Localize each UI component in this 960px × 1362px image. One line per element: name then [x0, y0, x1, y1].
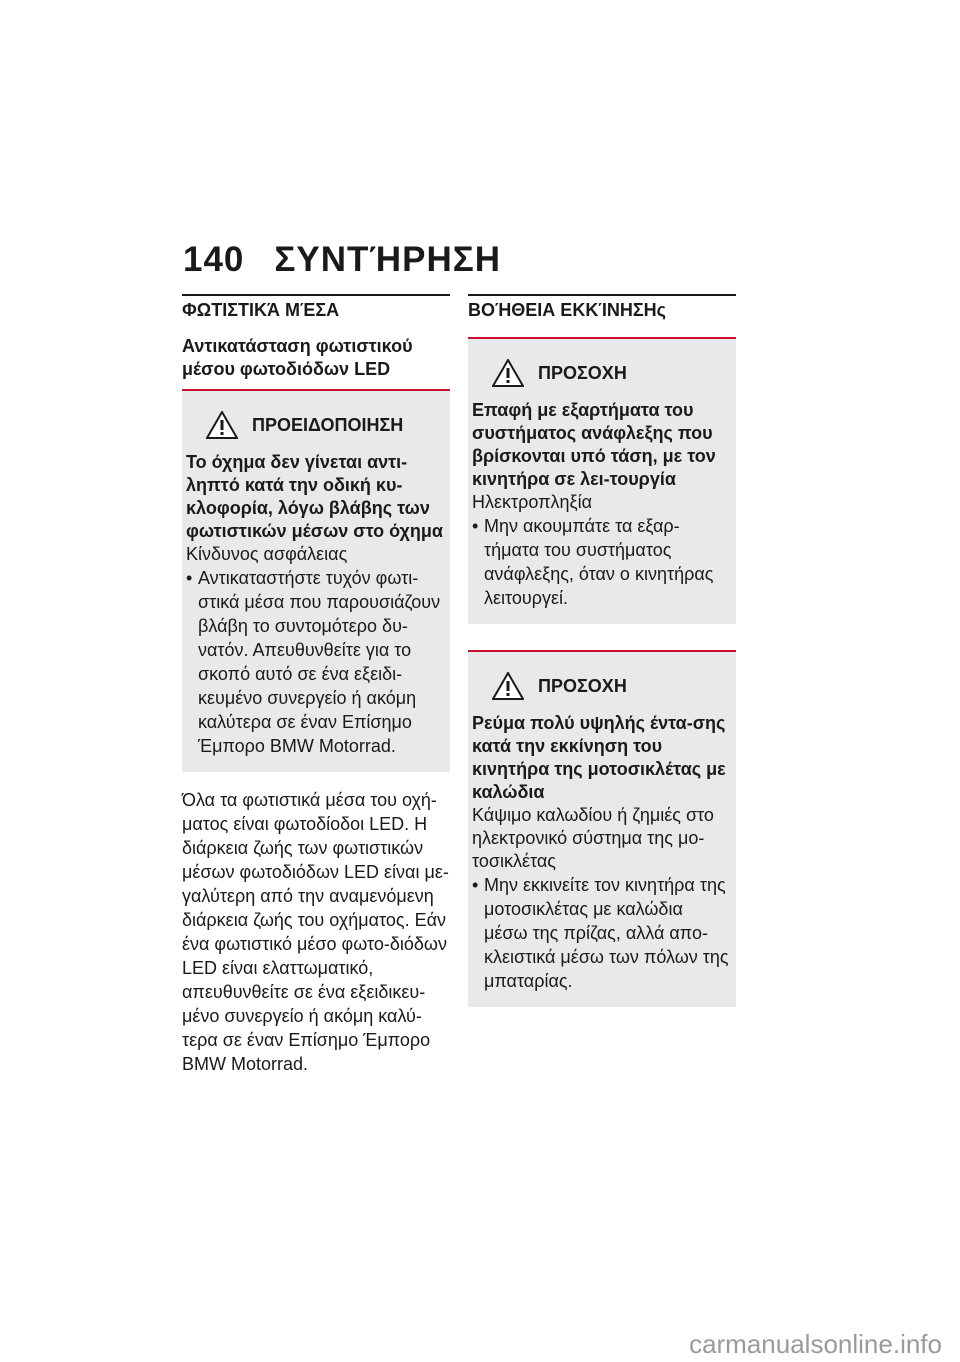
caution-bullet-text-1: Μην ακουμπάτε τα εξαρ-τήματα του συστήματος ανάφλεξης, όταν ο κινητήρας λειτουργεί. [484, 516, 714, 608]
warning-box [182, 391, 450, 772]
warning-bullet-text: Αντικαταστήστε τυχόν φωτι-στικά μέσα που παρουσιάζουν βλάβη το συντομότερο δυ-νατόν. Απευθυνθείτε για το σκοπό αυτό σε ένα εξειδι-κευμένο συνεργείο ή ακόμη καλύτερα σε έναν Επίσημο Έμπορο BMW Motorrad. [198, 568, 441, 756]
warning-bullet [186, 566, 444, 758]
warning-consequence: Κίνδυνος ασφάλειας [186, 544, 348, 564]
bullet-dot-icon: • [472, 516, 479, 536]
left-column [182, 294, 450, 1076]
bullet-dot-icon: • [472, 875, 479, 895]
caution-bullet-2 [472, 873, 730, 993]
caution-header-1 [492, 359, 730, 387]
caution-bullet-text-2: Μην εκκινείτε τον κινητήρα της μοτοσικλέτας με καλώδια μέσω της πρίζας, αλλά απο-κλειστικά μέσω των πόλων της μπαταρίας. [484, 875, 729, 991]
section-title: ΦΩΤΙΣΤΙΚΆ ΜΈΣΑ [182, 294, 450, 327]
warning-header [206, 411, 444, 439]
caution-heading-2: Ρεύμα πολύ υψηλής έντα-σης κατά την εκκίνηση του κινητήρα της μοτοσικλέτας με καλώδια [472, 713, 726, 802]
caution-consequence-1: Ηλεκτροπληξία [472, 492, 593, 512]
watermark: carmanualsonline.info [689, 1329, 942, 1359]
warning-triangle-icon [492, 672, 524, 700]
warning-label: ΠΡΟΕΙΔΟΠΟΙΗΣΗ [252, 414, 404, 435]
section-title-right: ΒΟΉΘΕΙΑ ΕΚΚΊΝΗΣΗς [468, 294, 736, 327]
warning-heading: Το όχημα δεν γίνεται αντι-ληπτό κατά την οδική κυ-κλοφορία, λόγω βλάβης των φωτιστικών μέσων στο όχημα [186, 452, 443, 541]
right-column [468, 294, 736, 1007]
warning-triangle-icon [206, 411, 238, 439]
caution-box-2 [468, 650, 736, 1007]
caution-label-1: ΠΡΟΣΟΧΗ [538, 362, 627, 383]
caution-header-2 [492, 672, 730, 700]
page-number: 140 [183, 240, 245, 279]
chapter-title: ΣΥΝΤΉΡΗΣΗ [274, 240, 502, 279]
caution-heading-1: Επαφή με εξαρτήματα του συστήματος ανάφλεξης που βρίσκονται υπό τάση, με τον κινητήρα σε λει-τουργία [472, 400, 716, 489]
caution-consequence-2: Κάψιμο καλωδίου ή ζημιές στο ηλεκτρονικό σύστημα της μο-τοσικλέτας [472, 805, 714, 871]
caution-bullet-1 [472, 514, 730, 610]
subsection-title: Αντικατάσταση φωτιστικού μέσου φωτοδιόδων LED [182, 335, 450, 391]
caution-label-2: ΠΡΟΣΟΧΗ [538, 675, 627, 696]
page-header [183, 240, 501, 280]
caution-box-1 [468, 339, 736, 624]
bullet-dot-icon: • [186, 568, 193, 588]
body-paragraph: Όλα τα φωτιστικά μέσα του οχή-ματος είναι φωτοδίοδοι LED. Η διάρκεια ζωής των φωτιστικών μέσων φωτοδιόδων LED είναι με-γαλύτερη από την αναμενόμενη διάρκεια ζωής του οχήματος. Εάν ένα φωτιστικό μέσο φωτο-διόδων LED είναι ελαττωματικό, απευθυνθείτε σε ένα εξειδικευ-μένο συνεργείο ή ακόμη καλύ-τερα σε έναν Επίσημο Έμπορο BMW Motorrad. [182, 790, 449, 1074]
warning-triangle-icon [492, 359, 524, 387]
